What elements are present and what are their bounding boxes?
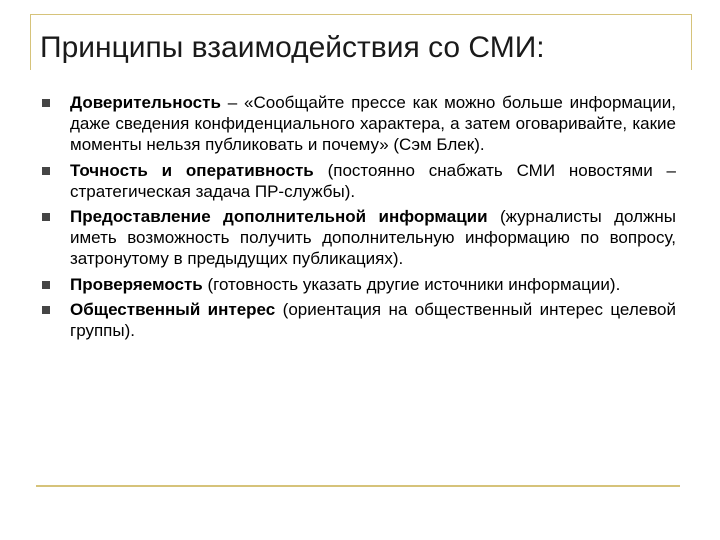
slide-title: Принципы взаимодействия со СМИ: bbox=[40, 31, 545, 64]
bullet-text: (ориентация на общественный интерес целевой группы). bbox=[70, 299, 676, 341]
square-bullet-icon bbox=[42, 306, 50, 314]
bottom-divider bbox=[36, 485, 680, 487]
bullet-item bbox=[36, 299, 676, 341]
bullet-term: Точность и оперативность bbox=[70, 160, 314, 180]
bullet-term: Предоставление дополнительной информации bbox=[70, 207, 488, 227]
square-bullet-icon bbox=[42, 281, 50, 289]
bullet-item bbox=[36, 206, 676, 270]
bullet-text: (готовность указать другие источники информации). bbox=[202, 274, 621, 294]
bullet-item bbox=[36, 274, 676, 295]
bullet-text: (постоянно снабжать СМИ новостями – стратегическая задача ПР-службы). bbox=[70, 160, 676, 201]
square-bullet-icon bbox=[42, 99, 50, 107]
bullet-item bbox=[36, 160, 676, 202]
bullet-list bbox=[36, 92, 676, 345]
bullet-term: Проверяемость bbox=[70, 274, 203, 294]
bullet-text: (журналисты должны иметь возможность получить дополнительную информацию по вопросу, затронутому в предыдущих публикациях). bbox=[70, 207, 676, 269]
square-bullet-icon bbox=[42, 213, 50, 221]
bullet-item bbox=[36, 92, 676, 156]
bullet-term: Доверительность bbox=[70, 93, 221, 112]
bullet-term: Общественный интерес bbox=[70, 299, 276, 319]
bullet-text: – «Сообщайте прессе как можно больше информации, даже сведения конфиденциального характера, а затем оговаривайте, какие моменты нельзя публиковать и почему» (Сэм Блек). bbox=[70, 93, 676, 155]
square-bullet-icon bbox=[42, 167, 50, 175]
